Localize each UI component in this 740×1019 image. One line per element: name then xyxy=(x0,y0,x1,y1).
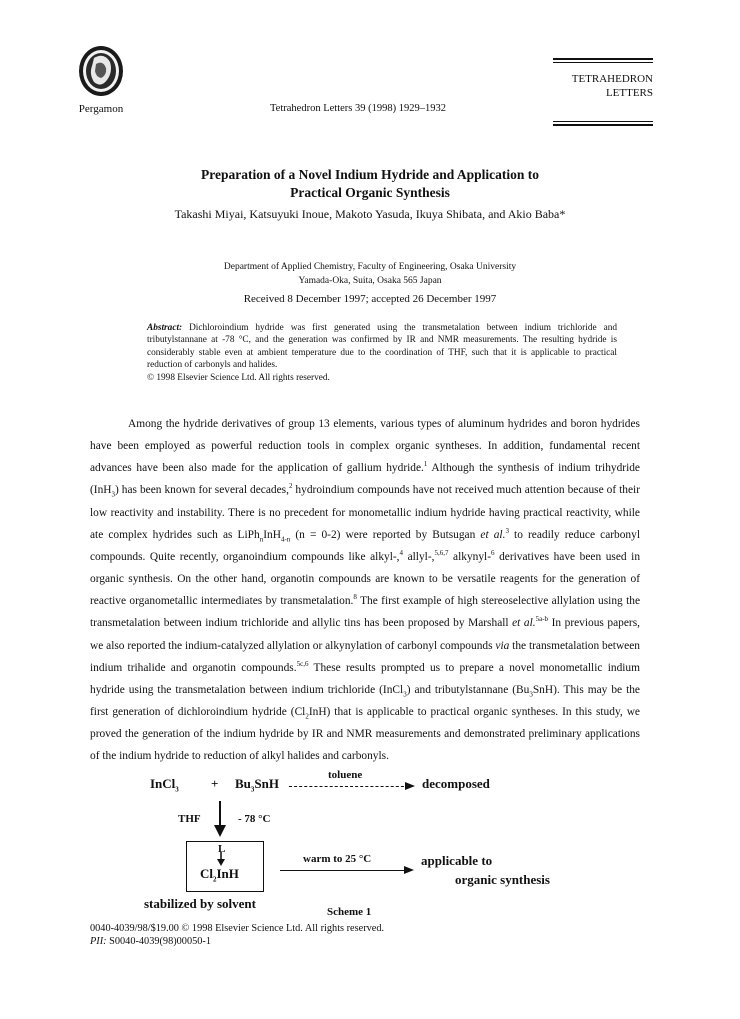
stabilization-note: stabilized by solvent xyxy=(144,896,256,911)
header-rule xyxy=(553,124,653,126)
subscript: 3 xyxy=(175,785,179,794)
formula-part: InH xyxy=(216,866,239,881)
scheme-caption: Scheme 1 xyxy=(327,906,372,918)
footer-copyright: 0040-4039/98/$19.00 © 1998 Elsevier Science Ltd. All rights reserved. xyxy=(90,923,385,934)
body-paragraph xyxy=(90,413,640,768)
affiliation xyxy=(150,260,590,288)
reference-mark: 8 xyxy=(353,593,357,602)
text-run: the transmetalation between indium trihalide and organotin compounds. xyxy=(90,639,640,674)
text-run: The first example of high stereoselective allylation using the transmetalation between indium trichloride and allylic tins has been proposed by Marshall xyxy=(90,595,641,630)
text-run: Although the synthesis of indium trihydride (InH xyxy=(90,462,640,497)
text-run: ) has been known for several decades, xyxy=(115,484,289,497)
reaction-arrow xyxy=(280,870,410,871)
journal-name-line: LETTERS xyxy=(605,87,653,99)
abstract-label: Abstract: xyxy=(147,323,183,333)
reference-mark: 6 xyxy=(491,549,495,558)
journal-citation: Tetrahedron Letters 39 (1998) 1929–1932 xyxy=(270,103,446,114)
body-text xyxy=(90,413,640,768)
text-run: Among the hydride derivatives of group 13 elements, various types of aluminum hydrides and boron hydrides have been employed as powerful reduction tools in complex organic syntheses. In addition, fundamental recent advances have been also made for the application of gallium hydride. xyxy=(90,418,640,475)
italic-run: et al. xyxy=(512,617,536,630)
journal-name-line: TETRAHEDRON xyxy=(571,73,653,85)
arrowhead-icon xyxy=(404,865,414,875)
coordination-arrow-icon xyxy=(216,852,226,866)
italic-run: et al. xyxy=(480,528,506,541)
reference-mark: 5,6,7 xyxy=(434,549,449,558)
solvent-label: toluene xyxy=(328,769,363,781)
header-rule xyxy=(553,121,653,122)
header-rule xyxy=(553,62,653,63)
subscript: 2 xyxy=(305,712,309,721)
publisher-name: Pergamon xyxy=(78,103,124,115)
text-run: (n = 0-2) were reported by Butsugan xyxy=(290,528,481,541)
formula-part: Bu xyxy=(235,776,251,791)
text-run: InH xyxy=(263,528,281,541)
pii-value: S0040-4039(98)00050-1 xyxy=(106,936,211,947)
plus-sign: + xyxy=(211,776,219,791)
title-line: Practical Organic Synthesis xyxy=(290,185,450,200)
abstract-copyright: © 1998 Elsevier Science Ltd. All rights reserved. xyxy=(147,372,330,383)
text-run: alkynyl- xyxy=(448,550,492,563)
reference-mark: 3 xyxy=(505,526,509,535)
affiliation-line: Yamada-Oka, Suita, Osaka 565 Japan xyxy=(298,276,442,286)
outcome-line2: organic synthesis xyxy=(455,872,550,887)
subscript: 3 xyxy=(250,785,255,794)
solvent-thf: THF xyxy=(178,813,201,825)
product-decomposed: decomposed xyxy=(422,776,490,791)
text-run: In previous papers, we also reported the indium-catalyzed allylation or alkynylation of carbonyl compounds xyxy=(90,617,640,652)
reaction-condition: warm to 25 °C xyxy=(303,853,372,865)
pii-label: PII: xyxy=(90,936,107,947)
reagent-bu3snh xyxy=(235,776,279,792)
author-list: Takashi Miyai, Katsuyuki Inoue, Makoto Yasuda, Ikuya Shibata, and Akio Baba* xyxy=(174,207,566,221)
product-cl2inh xyxy=(200,866,239,882)
italic-run: via xyxy=(495,639,510,652)
text-run: derivatives have been used in organic synthesis. On the other hand, organotin compounds are known to be versatile reagents for the generation of reactive organometallic intermediates by transmetalation. xyxy=(90,550,641,608)
subscript: n xyxy=(259,535,264,544)
reference-mark: 2 xyxy=(288,482,293,491)
reference-mark: 4 xyxy=(399,549,404,558)
reference-mark: 1 xyxy=(423,460,428,469)
affiliation-line: Department of Applied Chemistry, Faculty of Engineering, Osaka University xyxy=(223,262,517,272)
subscript: 4-n xyxy=(280,535,291,544)
text-run: hydroindium compounds have not received much attention because of their low reactivity and instability. There is no precedent for monometallic indium hydride having practical reactivity, while ate complex hydrides such as LiPh xyxy=(90,484,640,541)
arrowhead-icon xyxy=(405,781,415,791)
ligand-label: L xyxy=(218,843,226,855)
formula-part: InCl xyxy=(150,776,176,791)
text-run: allyl-, xyxy=(403,550,435,563)
text-run: InH) that is applicable to practical organic syntheses. In this study, we proved the generation of the indium hydride by IR and NMR measurements and demonstrated preliminary applications of the indium hydride to reduction of alkyl halides and carbonyls. xyxy=(90,706,640,763)
down-arrow-icon xyxy=(213,801,227,837)
subscript: 3 xyxy=(403,690,407,699)
abstract xyxy=(147,322,617,384)
formula-part: SnH xyxy=(254,776,279,791)
text-run: SnH). This may be the first generation of dichloroindium hydride (Cl xyxy=(90,683,640,719)
subscript: 3 xyxy=(529,690,533,699)
dashed-arrow xyxy=(289,786,409,787)
reference-mark: 5c,6 xyxy=(296,659,309,668)
temperature-label: - 78 °C xyxy=(238,813,271,825)
outcome-line1: applicable to xyxy=(421,853,493,868)
formula-part: Cl xyxy=(200,866,213,881)
header-rule xyxy=(553,58,653,60)
footer-pii xyxy=(90,935,384,948)
subscript: 2 xyxy=(213,875,217,884)
title-line: Preparation of a Novel Indium Hydride and Application to xyxy=(200,167,540,182)
journal-name xyxy=(553,72,653,100)
subscript: 3 xyxy=(111,490,116,499)
footer xyxy=(90,922,384,948)
pergamon-logo xyxy=(76,44,126,102)
text-run: to readily reduce carbonyl compounds. Quite recently, organoindium compounds like alkyl-, xyxy=(90,528,640,563)
abstract-text: Dichloroindium hydride was first generated using the transmetalation between indium trichloride and tributylstannane at -78 °C, and the generation was confirmed by IR and NMR measurements. The resulting hydride is considerably stable even at ambient temperature due to the coordination of THF, such that it is applicable to practical reduction of carbonyls and halides. xyxy=(147,323,617,371)
reference-mark: 5a-b xyxy=(535,615,549,624)
received-dates: Received 8 December 1997; accepted 26 December 1997 xyxy=(243,293,497,305)
article-title xyxy=(130,166,610,202)
text-run: These results prompted us to prepare a novel monometallic indium hydride using the transmetalation between indium trichloride (InCl xyxy=(90,661,640,696)
reagent-incl3 xyxy=(150,776,179,792)
text-run: ) and tributylstannane (Bu xyxy=(406,683,530,696)
